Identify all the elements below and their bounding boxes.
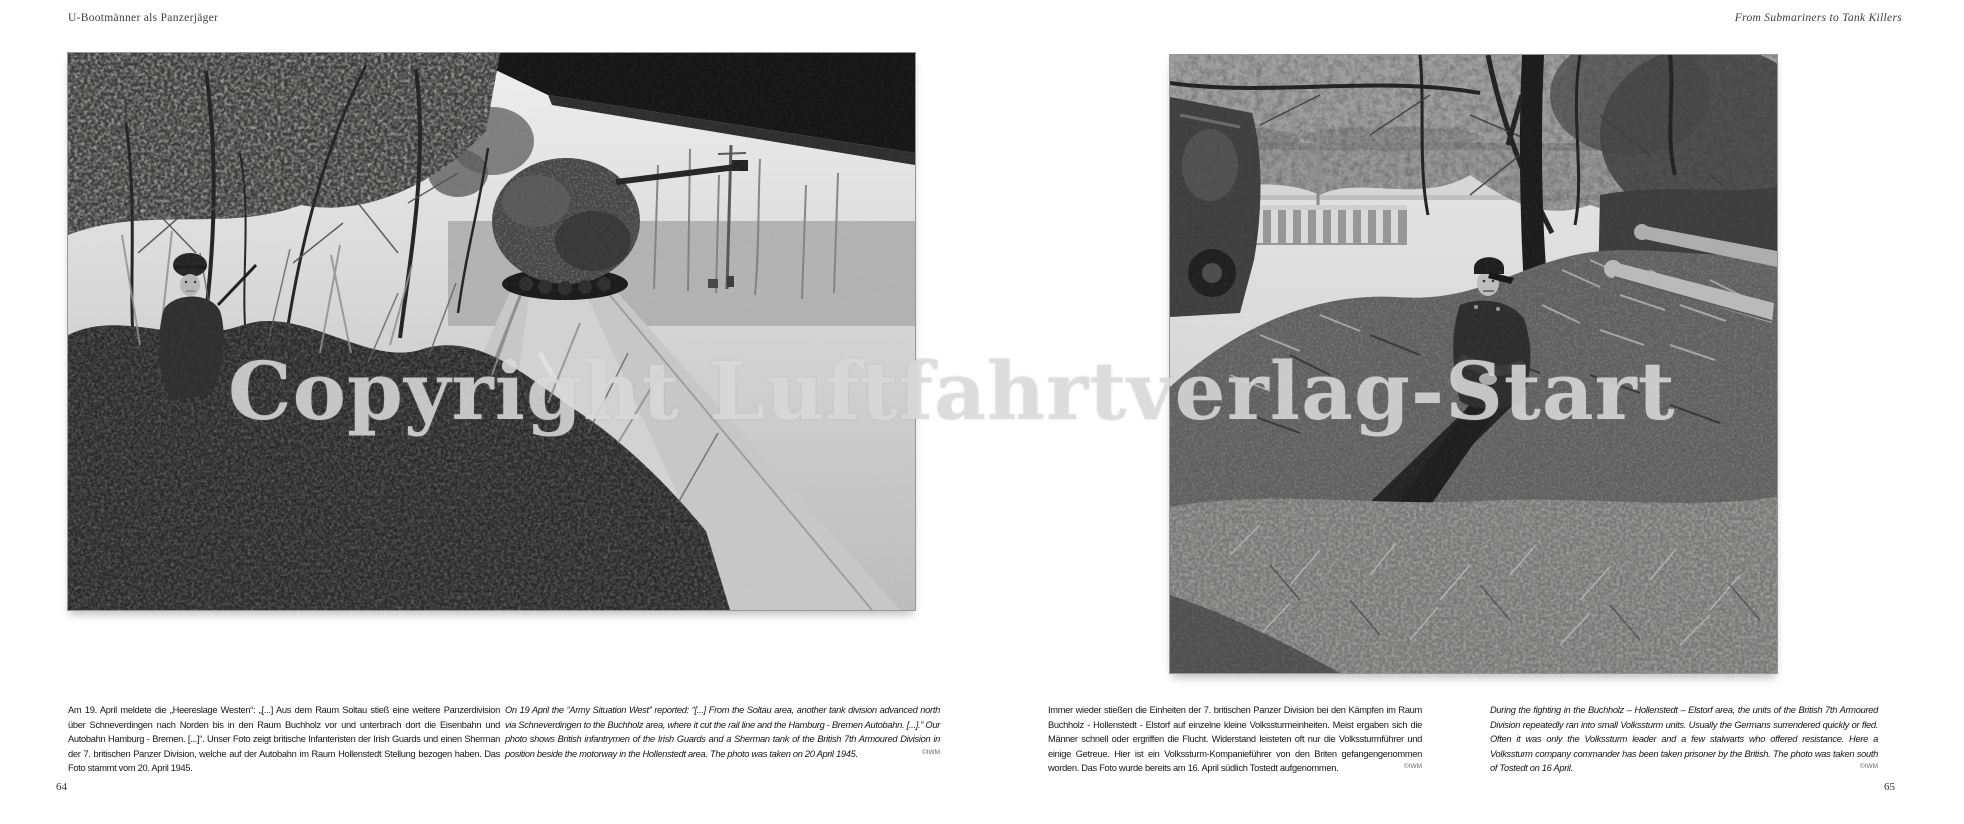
- photo-credit-right-de: ©IWM: [1403, 763, 1422, 771]
- right-caption-english-text: During the fighting in the Buchholz – Hollenstedt – Elstorf area, the units of the British 7th Armoured Division repeatedly ran into small Volkssturm units. Usually the Germans surrendered quickly or fled. Often it was only the Volkssturm leader and a few stalwarts who offered resistance. Here a Volkssturm company commander has been taken prisoner by the British. The photo was taken south of Tostedt on 16 April.: [1490, 705, 1878, 774]
- left-caption-english-text: On 19 April the “Army Situation West” reported: “[...] From the Soltau area, another tank division advanced north via Schneverdingen to the Buchholz area, where it cut the rail line and the Hamburg - Bremen Autobahn. [...].” Our photo shows British infantrymen of the Irish Guards and a Sherman tank of the British 7th Armoured Division in position beside the motorway in the Hollenstedt area. The photo was taken on 20 April 1945.: [505, 705, 940, 759]
- photo-credit-right-en: ©IWM: [1859, 763, 1878, 771]
- page-number-right: 65: [1884, 781, 1895, 793]
- right-caption-german: [1048, 703, 1422, 776]
- right-caption-english: [1490, 703, 1878, 776]
- copyright-watermark: Copyright Luftfahrtverlag-Start: [228, 344, 1676, 438]
- left-photo: [67, 52, 916, 611]
- right-caption-german-text: Immer wieder stießen die Einheiten der 7. britischen Panzer Division bei den Kämpfen im Raum Buchholz - Hollenstedt - Elstorf auf einzelne kleine Volkssturmeinheiten. Meist ergaben sich die Männer schnell oder ergriffen die Flucht. Widerstand leisteten oft nur die Volkssturmführer und einige Getreue. Hier ist ein Volkssturm-Kompanieführer von den Briten gefangengenommen worden. Das Foto wurde bereits am 16. April südlich Tostedt aufgenommen.: [1048, 705, 1422, 774]
- page-number-left: 64: [56, 781, 67, 793]
- photo-credit-left: ©IWM: [921, 748, 940, 756]
- running-head-left: U-Bootmänner als Panzerjäger: [68, 12, 219, 24]
- running-head-right: From Submariners to Tank Killers: [1734, 12, 1902, 24]
- left-caption-german-text: Am 19. April meldete die „Heereslage Westen“: „[...] Aus dem Raum Soltau stieß eine weitere Panzerdivision über Schneverdingen nach Norden bis in den Raum Buchholz vor und unterbrach dort die Eisenbahn und Autobahn Hamburg - Bremen. [...]“. Unser Foto zeigt britische Infanteristen der Irish Guards und einen Sherman der 7. britischen Panzer Division, welche auf der Autobahn im Raum Hollenstedt Stellung bezogen haben. Das Foto stammt vom 20. April 1945.: [68, 705, 500, 774]
- right-photo: [1169, 54, 1778, 674]
- left-caption-english: [505, 703, 940, 761]
- left-caption-german: [68, 703, 500, 776]
- right-photo-image: [1170, 55, 1777, 673]
- left-photo-image: [68, 53, 915, 610]
